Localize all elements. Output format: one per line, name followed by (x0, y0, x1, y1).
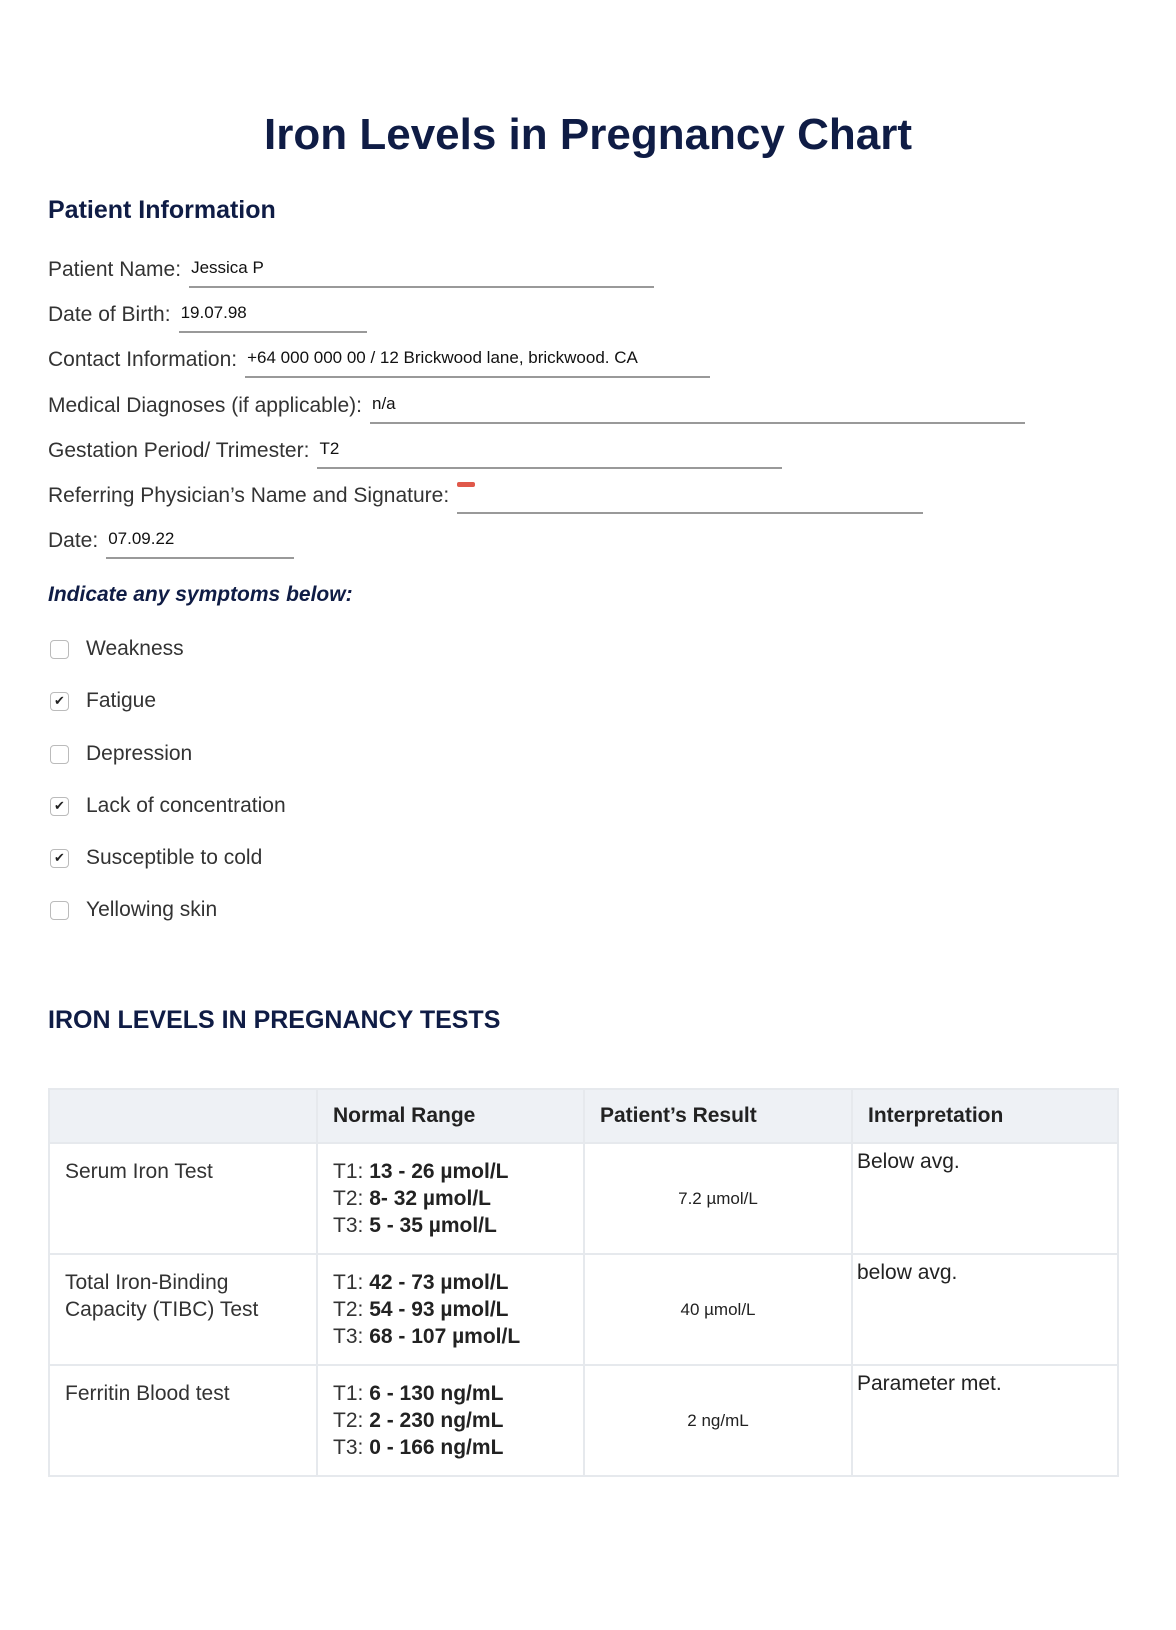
symptom-label: Yellowing skin (86, 898, 218, 921)
field-label: Referring Physician’s Name and Signature: (48, 484, 450, 507)
field-label: Medical Diagnoses (if applicable): (48, 394, 362, 417)
normal-range: T1: 13 - 26 µmol/L T2: 8- 32 µmol/L T3: 5 - 35 µmol/L (317, 1143, 584, 1254)
test-name: Total Iron-Binding Capacity (TIBC) Test (49, 1254, 317, 1365)
header-interpretation: Interpretation (852, 1089, 1118, 1143)
contact-field (48, 342, 710, 372)
symptom-label: Susceptible to cold (86, 846, 263, 869)
symptom-label: Depression (86, 742, 193, 765)
checkbox-checked[interactable]: ✔ (50, 797, 69, 816)
field-label: Contact Information: (48, 348, 238, 371)
checkbox[interactable] (50, 640, 69, 659)
patient-info-heading: Patient Information (48, 196, 276, 224)
table-row (49, 1143, 1118, 1254)
page-title: Iron Levels in Pregnancy Chart (264, 110, 912, 159)
normal-range: T1: 6 - 130 ng/mL T2: 2 - 230 ng/mL T3: 0 - 166 ng/mL (317, 1365, 584, 1476)
diagnoses-field (48, 388, 1025, 418)
checkbox[interactable] (50, 901, 69, 920)
patient-name-input[interactable]: Jessica P (189, 258, 654, 288)
symptom-weakness[interactable] (50, 637, 184, 661)
interpretation: Parameter met. (852, 1365, 1118, 1476)
patient-result: 7.2 µmol/L (584, 1143, 852, 1254)
table-row (49, 1365, 1118, 1476)
symptom-yellowing-skin[interactable] (50, 898, 217, 922)
symptom-lack-of-concentration[interactable] (50, 794, 286, 818)
symptom-label: Lack of concentration (86, 794, 286, 817)
interpretation: Below avg. (852, 1143, 1118, 1254)
physician-field (48, 478, 923, 508)
patient-name-field (48, 252, 654, 282)
symptom-label: Weakness (86, 637, 184, 660)
header-normal-range: Normal Range (317, 1089, 584, 1143)
normal-range: T1: 42 - 73 µmol/L T2: 54 - 93 µmol/L T3: 68 - 107 µmol/L (317, 1254, 584, 1365)
checkbox[interactable] (50, 745, 69, 764)
date-input[interactable]: 07.09.22 (106, 529, 294, 559)
header-patient-result: Patient’s Result (584, 1089, 852, 1143)
dob-field (48, 297, 367, 327)
date-field (48, 523, 294, 553)
symptoms-heading: Indicate any symptoms below: (48, 583, 353, 606)
table-header-row (49, 1089, 1118, 1143)
iron-tests-table (48, 1088, 1119, 1477)
field-label: Patient Name: (48, 258, 182, 281)
checkbox-checked[interactable]: ✔ (50, 692, 69, 711)
physician-signature-input[interactable] (457, 484, 923, 514)
field-label: Date of Birth: (48, 303, 171, 326)
field-label: Gestation Period/ Trimester: (48, 439, 310, 462)
symptom-susceptible-to-cold[interactable] (50, 846, 262, 870)
tests-heading: IRON LEVELS IN PREGNANCY TESTS (48, 1006, 501, 1034)
error-marker-icon (457, 482, 475, 487)
patient-result: 2 ng/mL (584, 1365, 852, 1476)
table-row (49, 1254, 1118, 1365)
test-name: Ferritin Blood test (49, 1365, 317, 1476)
symptom-fatigue[interactable] (50, 689, 156, 713)
field-label: Date: (48, 529, 99, 552)
trimester-field (48, 433, 782, 463)
test-name: Serum Iron Test (49, 1143, 317, 1254)
symptom-depression[interactable] (50, 742, 192, 766)
checkbox-checked[interactable]: ✔ (50, 849, 69, 868)
header-blank (49, 1089, 317, 1143)
interpretation: below avg. (852, 1254, 1118, 1365)
patient-result: 40 µmol/L (584, 1254, 852, 1365)
dob-input[interactable]: 19.07.98 (179, 303, 367, 333)
trimester-input[interactable]: T2 (317, 439, 782, 469)
symptom-label: Fatigue (86, 689, 157, 712)
diagnoses-input[interactable]: n/a (370, 394, 1025, 424)
contact-input[interactable]: +64 000 000 00 / 12 Brickwood lane, brickwood. CA (245, 348, 710, 378)
